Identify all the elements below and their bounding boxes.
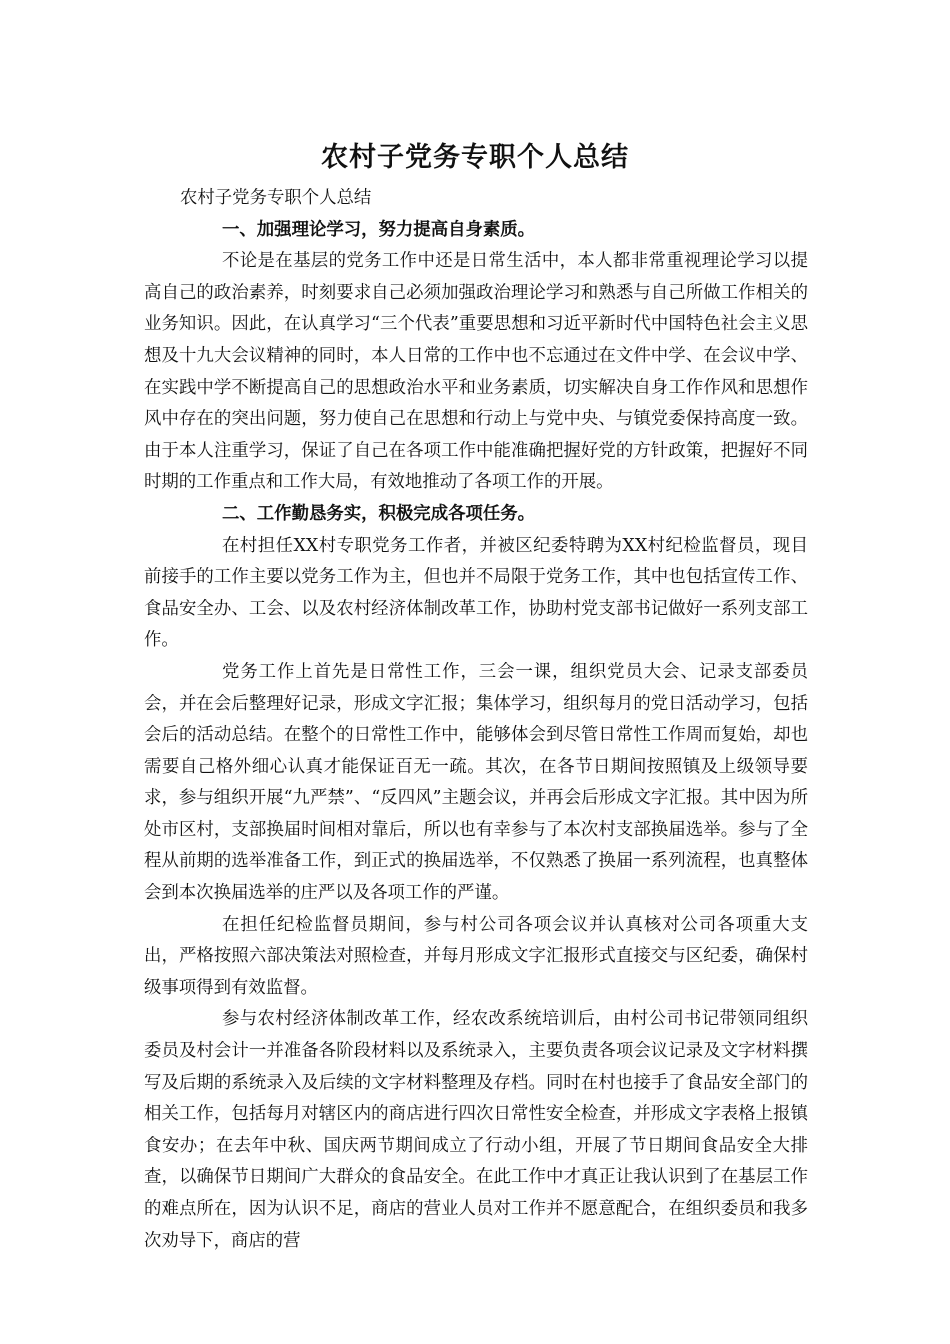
section-heading-2: 二、工作勤恳务实，积极完成各项任务。 <box>222 503 536 524</box>
paragraph-2: 在村担任XX村专职党务工作者，并被区纪委特聘为XX村纪检监督员，现目前接手的工作主要以党务工作为主，但也并不局限于党务工作，其中也包括宣传工作、食品安全办、工会、以及农村经济体制改革工作，协助村党支部书记做好一系列支部工作。 <box>144 535 808 651</box>
document-subtitle: 农村子党务专职个人总结 <box>180 188 372 208</box>
document-title: 农村子党务专职个人总结 <box>321 142 629 173</box>
paragraph-1: 不论是在基层的党务工作中还是日常生活中，本人都非常重视理论学习以提高自己的政治素养，时刻要求自己必须加强政治理论学习和熟悉与自己所做工作相关的业务知识。因此，在认真学习“三个代表”重要思想和习近平新时代中国特色社会主义思想及十九大会议精神的同时，本人日常的工作中也不忘通过在文件中学、在会议中学、在实践中学不断提高自己的思想政治水平和业务素质，切实解决自身工作作风和思想作风中存在的突出问题，努力使自己在思想和行动上与党中央、与镇党委保持高度一致。由于本人注重学习，保证了自己在各项工作中能准确把握好党的方针政策，把握好不同时期的工作重点和工作大局，有效地推动了各项工作的开展。 <box>144 251 808 493</box>
document-body <box>144 183 808 1257</box>
paragraph-5: 参与农村经济体制改革工作，经农改系统培训后，由村公司书记带领同组织委员及村会计一并准备各阶段材料以及系统录入，主要负责各项会议记录及文字材料撰写及后期的系统录入及后续的文字材料整理及存档。同时在村也接手了食品安全部门的相关工作，包括每月对辖区内的商店进行四次日常性安全检查，并形成文字表格上报镇食安办；在去年中秋、国庆两节期间成立了行动小组，开展了节日期间食品安全大排查，以确保节日期间广大群众的食品安全。在此工作中才真正让我认识到了在基层工作的难点所在，因为认识不足，商店的营业人员对工作并不愿意配合，在组织委员和我多次劝导下，商店的营 <box>144 1009 808 1251</box>
paragraph-4: 在担任纪检监督员期间，参与村公司各项会议并认真核对公司各项重大支出，严格按照六部决策法对照检查，并每月形成文字汇报形式直接交与区纪委，确保村级事项得到有效监督。 <box>144 914 808 998</box>
section-heading-1: 一、加强理论学习，努力提高自身素质。 <box>222 219 536 240</box>
paragraph-3: 党务工作上首先是日常性工作，三会一课，组织党员大会、记录支部委员会，并在会后整理好记录，形成文字汇报；集体学习，组织每月的党日活动学习，包括会后的活动总结。在整个的日常性工作中，能够体会到尽管日常性工作周而复始，却也需要自己格外细心认真才能保证百无一疏。其次，在各节日期间按照镇及上级领导要求，参与组织开展“九严禁”、“反四风”主题会议，并再会后形成文字汇报。其中因为所处市区村，支部换届时间相对靠后，所以也有幸参与了本次村支部换届选举。参与了全程从前期的选举准备工作，到正式的换届选举，不仅熟悉了换届一系列流程，也真整体会到本次换届选举的庄严以及各项工作的严谨。 <box>144 661 808 904</box>
